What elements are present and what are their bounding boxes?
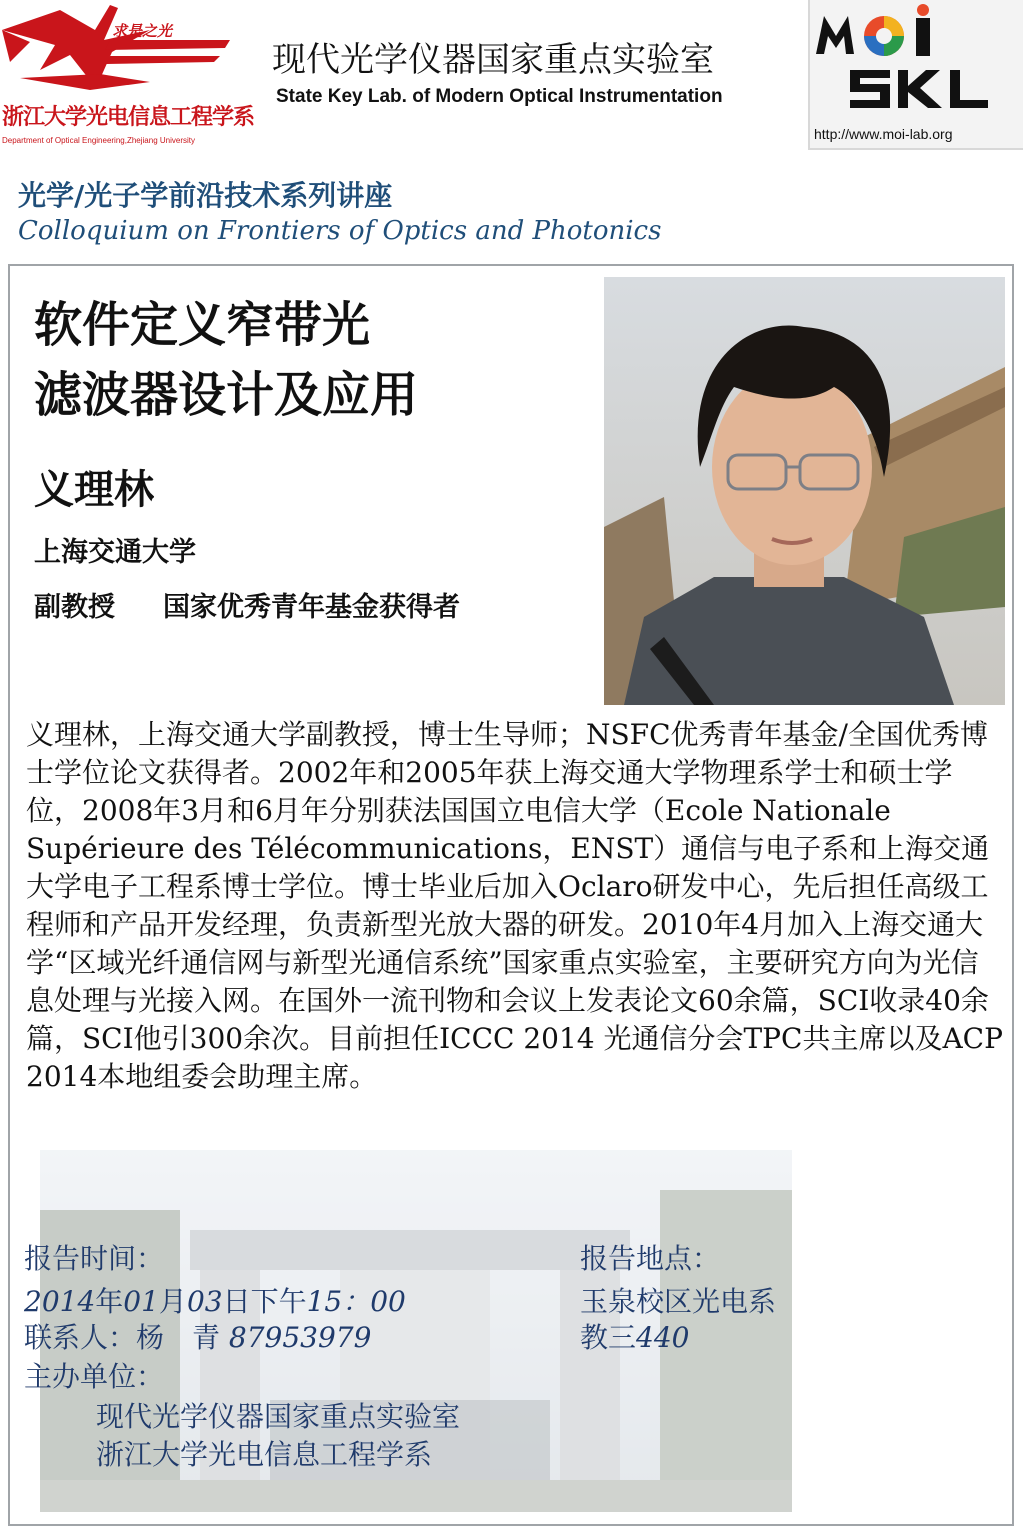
time-label: 报告时间： [24, 1242, 165, 1275]
department-logo [0, 0, 266, 152]
eagle-emblem-icon [0, 0, 266, 100]
lab-title-cn: 现代光学仪器国家重点实验室 [272, 40, 714, 80]
series-title-en: Colloquium on Frontiers of Optics and Photonics [18, 216, 662, 246]
speaker-photo [604, 277, 1005, 705]
series-title-cn: 光学/光子学前沿技术系列讲座 [18, 179, 393, 212]
speaker-position: 副教授 [34, 592, 115, 623]
host-label: 主办单位： [24, 1360, 165, 1393]
contact-phone: 87953979 [228, 1321, 372, 1354]
speaker-affiliation: 上海交通大学 [34, 537, 196, 568]
moi-skl-logo-icon [810, 0, 1021, 122]
speaker-bio: 义理林，上海交通大学副教授，博士生导师；NSFC优秀青年基金/全国优秀博士学位论文获得者。2002年和2005年获上海交通大学物理系学士和硕士学位，2008年3月和6月年分别获法国国立电信大学（Ecole Nationale Supérieure des Télécommunications，ENST）通信与电子系和上海交通大学电子工程系博士学位。博士毕业后加入Oclaro研发中心，先后担任高级工程师和产品开发经理，负责新型光放大器的研发。2010年4月加入上海交通大学“区域光纤通信网与新型光通信系统”国家重点实验室，主要研究方向为光信息处理与光接入网。在国外一流刊物和会议上发表论文60余篇，SCI收录40余篇，SCI他引300余次。目前担任ICCC 2014 光通信分会TPC共主席以及ACP 2014本地组委会助理主席。 [26, 718, 1003, 1093]
talk-title-line1: 软件定义窄带光 [34, 297, 371, 353]
place-label: 报告地点： [580, 1242, 721, 1275]
speaker-titles [34, 585, 460, 624]
talk-time: 2014年01月03日下午15：00 [24, 1285, 406, 1318]
talk-title-line2: 滤波器设计及应用 [34, 367, 419, 423]
place-campus: 玉泉校区光电系 [580, 1285, 777, 1318]
dept-name-en: Department of Optical Engineering,Zhejiang University [2, 136, 195, 145]
speaker-name: 义理林 [34, 467, 154, 513]
moi-skl-logo [808, 0, 1023, 150]
dept-name-cn: 浙江大学光电信息工程学系 [2, 105, 255, 130]
dept-motto: 求是之光 [112, 22, 173, 40]
talk-title [34, 290, 418, 430]
speaker-honor: 国家优秀青年基金获得者 [163, 592, 460, 623]
contact-person: 联系人：杨 青 87953979 [24, 1321, 372, 1354]
place-room: 教三440 [580, 1321, 690, 1354]
host-org-1: 现代光学仪器国家重点实验室 [96, 1400, 461, 1433]
host-org-2: 浙江大学光电信息工程学系 [96, 1438, 433, 1471]
lab-url: http://www.moi-lab.org [814, 126, 953, 142]
lab-title-en: State Key Lab. of Modern Optical Instrumentation [276, 86, 723, 107]
